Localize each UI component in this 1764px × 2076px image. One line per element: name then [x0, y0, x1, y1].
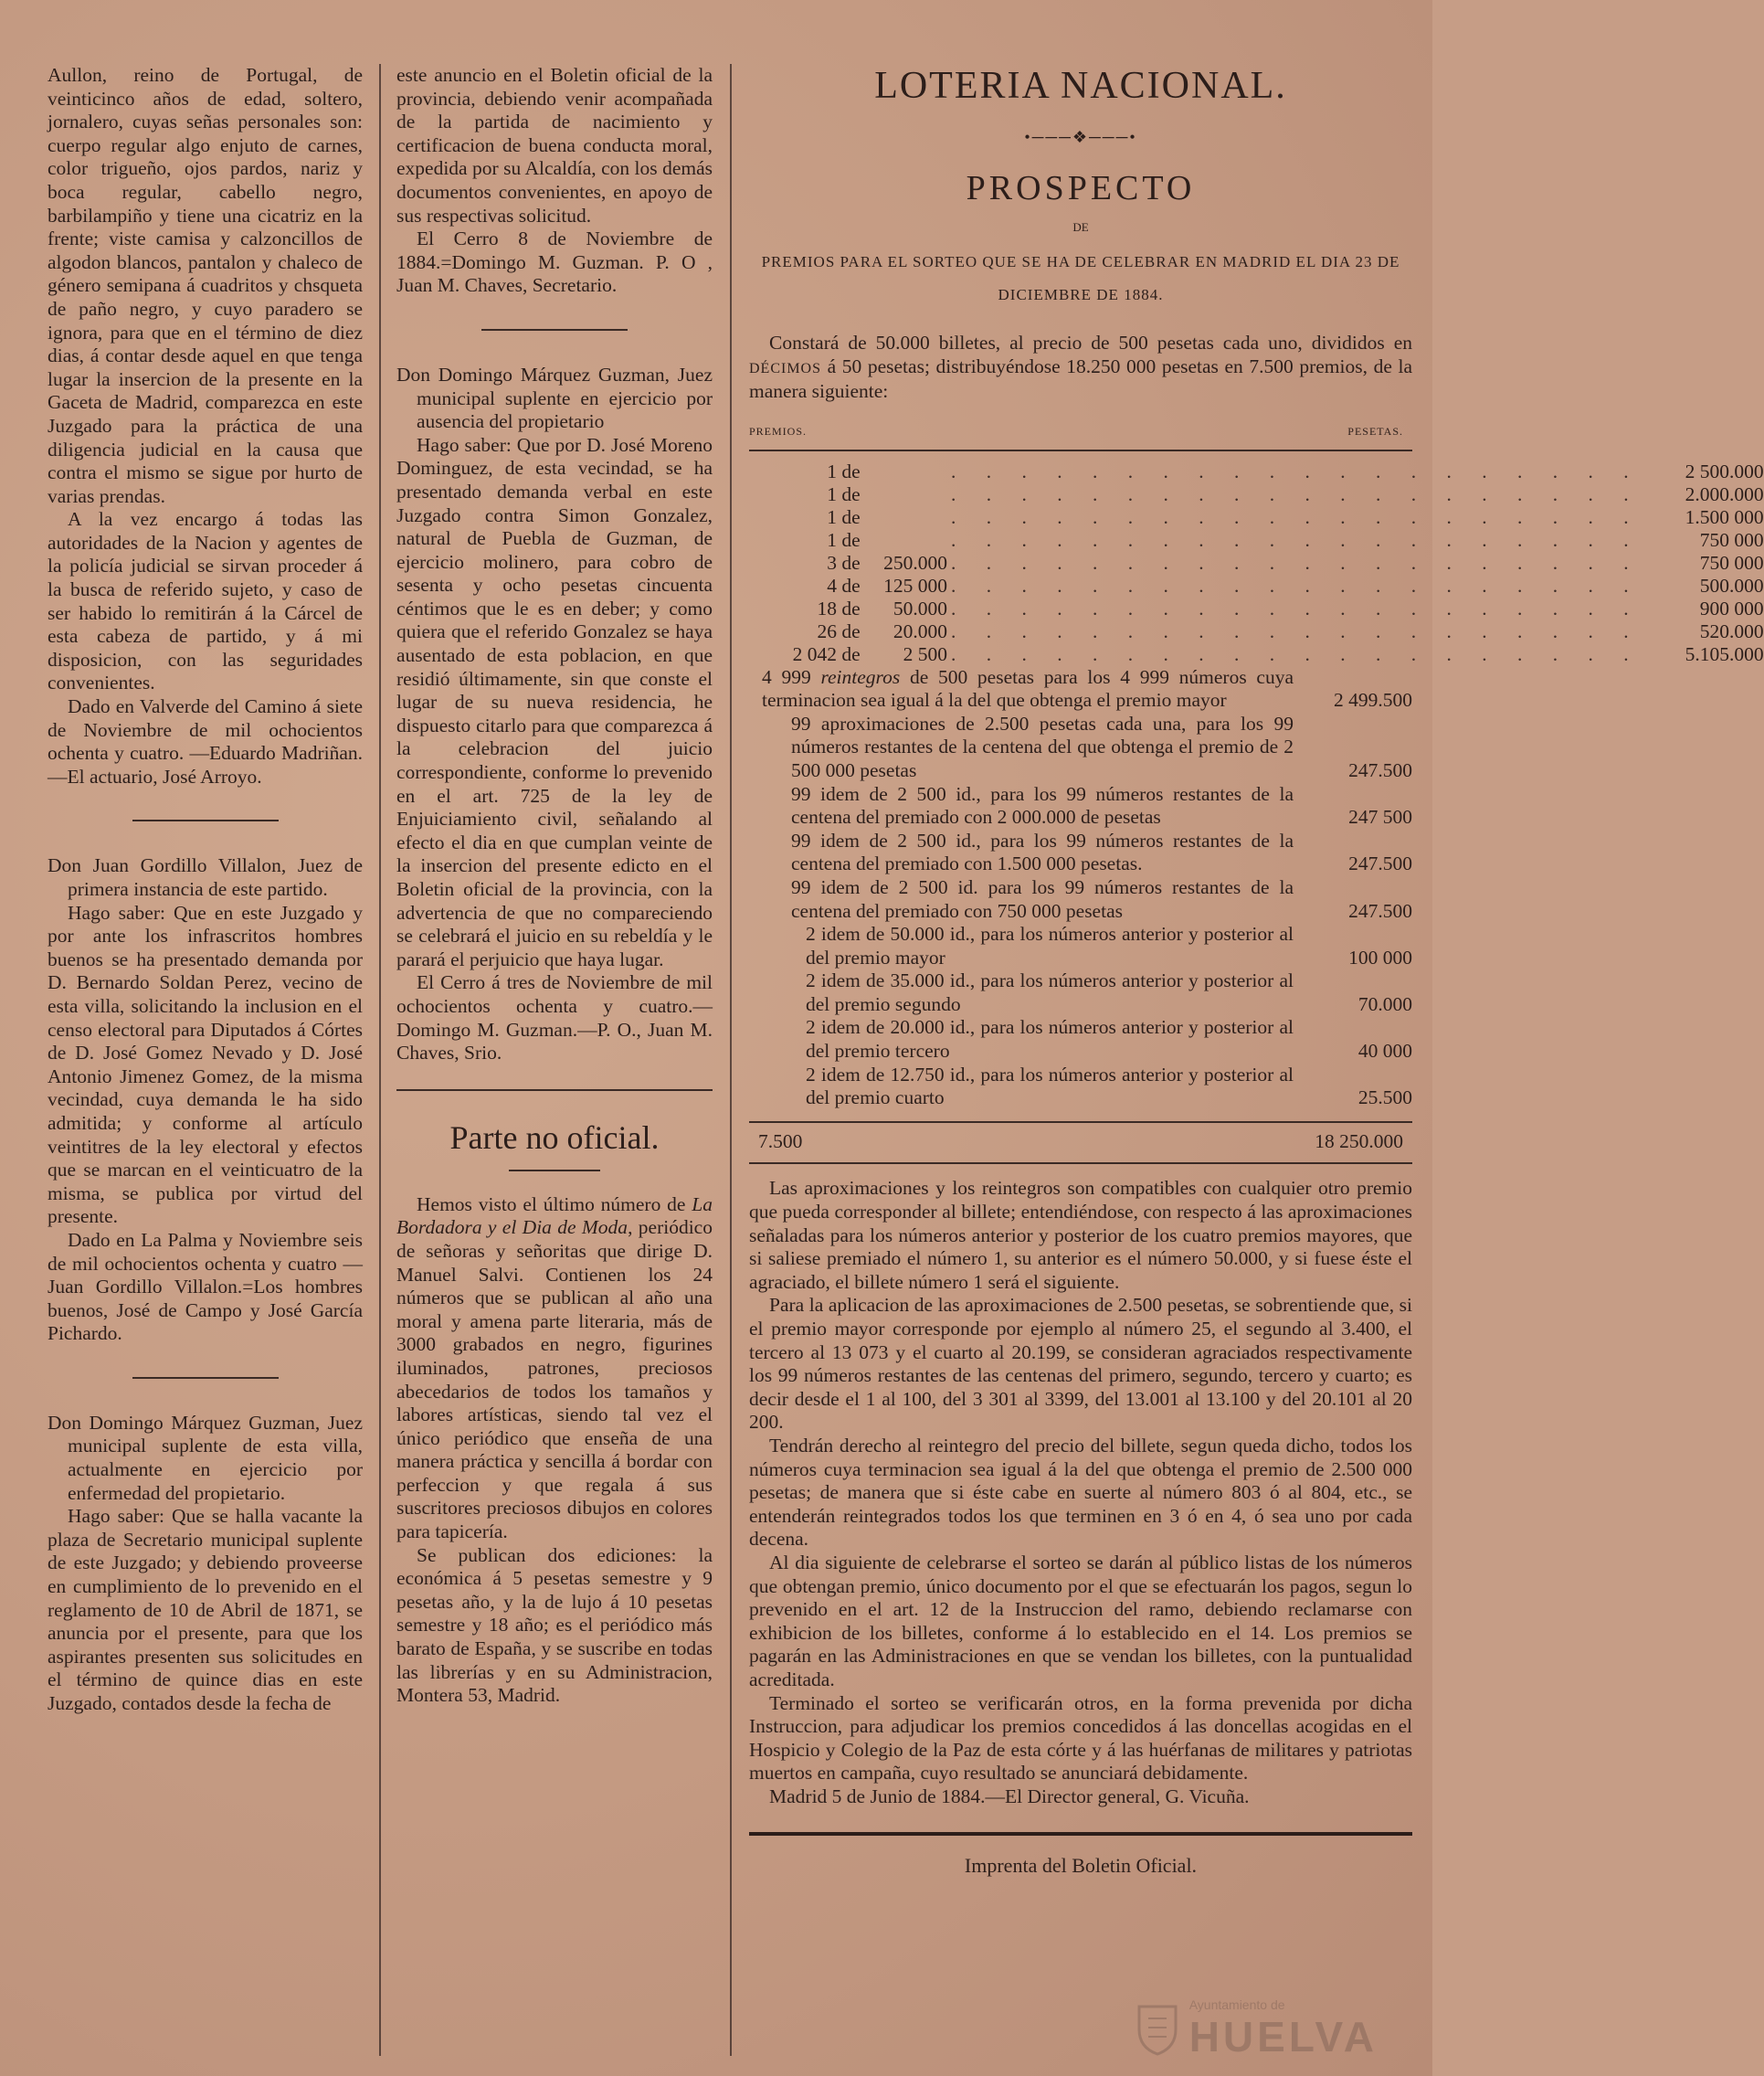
prize-row — [749, 642, 1764, 666]
prize-qty: 2 042 — [792, 642, 837, 665]
prize-de: de — [841, 642, 861, 665]
lottery-paragraph: Las aproximaciones y los reintegros son compatibles con cualquier otro premio que pueda corresponder al billete; entendiéndose, con respecto á las aproximaciones señaladas para los números anterior y posterior de los cuatro premios mayores, que si saliese premiado el número 1, su anterior es el número 50.000, y si fuese éste el agraciado, el billete número 1 será el siguiente. — [749, 1177, 1412, 1293]
column-header-premios: PREMIOS. — [749, 424, 808, 438]
prize-amount: 247.500 — [1348, 853, 1412, 875]
prize-amount: 2 499.500 — [1334, 689, 1412, 712]
prize-label — [749, 506, 947, 529]
prize-amount: 500.000 — [1699, 574, 1764, 597]
prize-value: 20.000 — [893, 620, 948, 642]
prize-de: de — [841, 505, 861, 528]
signature-line: Madrid 5 de Junio de 1884.—El Director general, G. Vicuña. — [769, 1785, 1250, 1807]
prize-row — [749, 551, 1764, 575]
prize-qty: 1 — [827, 482, 837, 505]
lottery-paragraphs — [749, 1177, 1412, 1808]
prize-table — [749, 460, 1764, 666]
column-3 — [749, 64, 1764, 1878]
edict-paragraph: Hago saber: Que por D. José Moreno Dominguez, de esta vecindad, se ha presentado demanda verbal en este Juzgado contra Simon Gonzalez, natural de Puebla de Guzman, de ejercicio molinero, para cobro de sesenta y ocho pesetas cincuenta céntimos que le es en deber; y como quiera que el referido Gonzalez se haya ausentado de esta poblacion, en que residió últimamente, sin que conste el lugar de su nueva residencia, he dispuesto citarlo para que comparezca á la celebracion del juicio correspondiente, conforme lo prevenido en el art. 725 de la ley de Enjuiciamiento civil, señalando al efecto el dia en que cumplan veinte de la insercion del presente edicto en el Boletin oficial de la provincia, con la advertencia de que no compareciendo se celebrará el juicio en su rebeldía y le parará el perjuicio que haya lugar. — [396, 433, 713, 970]
prize-description: 99 aproximaciones de 2.500 pesetas cada una, para los 99 números restantes de la centena del que obtenga el premio de 2 500 000 pesetas — [791, 712, 1294, 781]
prize-de: de — [841, 482, 861, 505]
reintegros-word: reintegros — [820, 665, 901, 688]
edict-paragraph: Aullon, reino de Portugal, de veinticinco años de edad, soltero, jornalero, cuyas señas personales son: cuerpo regular algo enjuto de carnes, color trigueño, ojos pardos, nariz y boca regular, cabello negro, barbilampiño y tiene una cicatriz en la frente; viste camisa y calzoncillos de algodon blancos, pantalon y chaleco de género semipana á cuadritos y chsqueta de paño negro, y cuyo paradero se ignora, para que en el término de diez dias, á contar desde aquel en que tenga lugar la insercion de la presente en la Gaceta de Madrid, comparezca en este Juzgado para la práctica de una diligencia judicial en la causa que contra el mismo se sigue por hurto de varias prendas. — [48, 64, 363, 507]
prize-qty: 1 — [827, 528, 837, 551]
prize-description: 99 idem de 2 500 id., para los 99 números restantes de la centena del premiado con 2 000.000 de pesetas — [791, 782, 1294, 829]
prize-amount: 750 000 — [1699, 551, 1764, 574]
intro-text: Constará de 50.000 billetes, al precio de 500 pesetas cada uno, divididos en — [769, 332, 1412, 355]
table-rule — [749, 1162, 1412, 1164]
table-rule — [749, 450, 1412, 451]
archive-watermark — [1135, 1997, 1378, 2061]
total-premios: 7.500 — [758, 1129, 803, 1152]
intro-text: á 50 pesetas; distribuyéndose 18.250 000 pesetas en 7.500 premios, de la manera siguiente: — [749, 355, 1412, 403]
periodical-title: La Bordadora y el Dia de Moda — [396, 1192, 713, 1239]
prize-amount: 900 000 — [1699, 597, 1764, 620]
prize-value: 250.000 — [883, 551, 948, 574]
prize-row-reintegros — [749, 666, 1412, 713]
leader-dots: . . . . . . . . . . . . . . . . . . . . — [951, 528, 1642, 551]
prize-amount: 247.500 — [1348, 899, 1412, 922]
prize-label — [749, 483, 947, 506]
edict-paragraph: A la vez encargo á todas las autoridades de la Nacion y agentes de la policía judicial se sirvan proceder á la busca de referido sujeto, y caso de ser habido lo remitirán á la Cárcel de esta cabeza de partido, y á mi disposicion, con las seguridades convenientes. — [48, 508, 363, 694]
section-separator — [481, 329, 628, 331]
column-divider — [379, 64, 381, 2056]
prize-row-approximation — [749, 969, 1412, 1016]
prize-amount: 247.500 — [1348, 758, 1412, 781]
prize-label — [749, 552, 947, 575]
edict-paragraph: Hago saber: Que en este Juzgado y por ante los infrascritos hombres buenos se ha presentado demanda por D. Bernardo Soldan Perez, vecino de esta villa, solicitando la inclusion en el censo electoral para Diputados á Córtes de D. José Gomez Nevado y D. José Antonio Jimenez Gomez, de la misma vecindad, cuya demanda le ha sido admitida; y conforme al artículo veintitres de la ley electoral y efectos que se marcan en el veinticuatro de la misma, se publica por virtud del presente. — [48, 901, 363, 1228]
edict-signature: El Cerro á tres de Noviembre de mil ochocientos ochenta y cuatro.—Domingo M. Guzman.—P. O., Juan M. Chaves, Srio. — [396, 971, 713, 1064]
edict-signature: Dado en Valverde del Camino á siete de Noviembre de mil ochocientos ochenta y cuatro. —Eduardo Madriñan.—El actuario, José Arroyo. — [48, 695, 363, 788]
prize-label — [749, 620, 947, 643]
leader-dots: . . . . . . . . . . . . . . . . . . . . — [951, 482, 1642, 505]
notice-text: Hemos visto el último número de — [417, 1192, 686, 1215]
notice-paragraph: Se publican dos ediciones: la económica á 5 pesetas semestre y 9 pesetas año, y la de lujo á 10 pesetas semestre y 18 año; es el periódico más barato de España, y se suscribe en todas las librerías y en su Administracion, Montera 53, Madrid. — [396, 1543, 713, 1707]
prize-qty: 3 — [827, 551, 837, 574]
prize-row-approximation — [749, 1064, 1412, 1110]
column-1 — [48, 64, 363, 1716]
prize-amount: 70.000 — [1357, 992, 1412, 1015]
leader-dots: . . . . . . . . . . . . . . . . . . . . — [951, 460, 1642, 482]
prize-label — [749, 575, 947, 598]
watermark-small: Ayuntamiento de — [1188, 1997, 1285, 2012]
prize-row — [749, 505, 1764, 529]
prize-qty: 1 — [827, 505, 837, 528]
totals-rule — [749, 1121, 1412, 1123]
leader-dots: . . . . . . . . . . . . . . . . . . . . — [951, 574, 1642, 597]
prize-row-approximation — [749, 783, 1412, 830]
prize-label — [749, 643, 947, 666]
prize-qty: 1 — [827, 460, 837, 482]
leader-dots: . . . . . . . . . . . . . . . . . . . . — [951, 597, 1642, 620]
prize-table-header — [749, 420, 1412, 444]
prize-de: de — [841, 551, 861, 574]
prize-row-approximation — [749, 1016, 1412, 1063]
column-divider — [730, 64, 732, 2056]
prize-row-approximation — [749, 876, 1412, 923]
prize-amount: 25.500 — [1357, 1086, 1412, 1109]
prize-qty: 4 999 — [762, 665, 811, 688]
imprint-line: Imprenta del Boletin Oficial. — [964, 1854, 1198, 1878]
lottery-title: LOTERIA NACIONAL. — [874, 65, 1287, 107]
prize-amount: 40 000 — [1357, 1040, 1412, 1063]
prospecto-heading: PROSPECTO — [966, 168, 1196, 207]
prize-label — [749, 461, 947, 483]
prize-de: de — [841, 460, 861, 482]
prize-description: 99 idem de 2 500 id., para los 99 números restantes de la centena del premiado con 1.500 000 pesetas. — [791, 829, 1294, 875]
watermark-text — [1189, 1997, 1378, 2061]
prize-de: de — [841, 620, 861, 642]
section-separator — [132, 1377, 279, 1379]
prize-row — [749, 528, 1764, 552]
total-pesetas: 18 250.000 — [1315, 1129, 1403, 1152]
watermark-big: HUELVA — [1188, 2013, 1378, 2060]
prize-amount: 750 000 — [1699, 528, 1764, 551]
prize-label — [749, 529, 947, 552]
prize-amount: 2.000.000 — [1685, 482, 1764, 505]
prize-de: de — [841, 574, 861, 597]
prize-row — [749, 597, 1764, 620]
notice-paragraph — [396, 1193, 713, 1544]
prize-qty: 4 — [827, 574, 837, 597]
edict-header: Don Juan Gordillo Villalon, Juez de primera instancia de este partido. — [48, 854, 363, 900]
prize-row-approximation — [749, 830, 1412, 876]
edict-paragraph: Hago saber: Que se halla vacante la plaza de Secretario municipal suplente de este Juzgado; y debiendo proveerse en cumplimiento de lo prevenido en el reglamento de 10 de Abril de 1871, se anuncia por el presente, para que los aspirantes presenten sus solicitudes en el término de quince dias en este Juzgado, contados desde la fecha de — [48, 1505, 363, 1714]
city-shield-icon — [1135, 2002, 1180, 2057]
prize-row — [749, 574, 1764, 598]
prize-row-approximation — [749, 713, 1412, 783]
edict-signature: Dado en La Palma y Noviembre seis de mil ochocientos ochenta y cuatro —Juan Gordillo Villalon.=Los hombres buenos, José de Campo y José García Pichardo. — [48, 1228, 363, 1345]
notice-text: , periódico de señoras y señoritas que dirige D. Manuel Salvi. Contienen los 24 números que se publican al año una moral y amena parte literaria, más de 3000 grabados en negro, figurines iluminados, patrones, preciosos abecedarios de todos los tamaños y labores artísticas, siendo tal vez el único periódico que enseña de una manera práctica y sencilla á bordar con perfeccion y que regala á sus suscritores preciosos dibujos en colores para tapicería. — [396, 1216, 713, 1543]
column-header-pesetas: PESETAS. — [1347, 424, 1403, 438]
prize-description: 99 idem de 2 500 id. para los 99 números restantes de la centena del premiado con 750 000 pesetas — [791, 875, 1294, 922]
prize-value: 125 000 — [883, 574, 948, 597]
edict-header: Don Domingo Márquez Guzman, Juez municipal suplente en ejercicio por ausencia del propietario — [396, 363, 713, 433]
prize-de: de — [841, 528, 861, 551]
prize-qty: 18 — [817, 597, 837, 620]
prize-text: de 500 pesetas para los 4 999 números cuya terminacion sea igual á la del que obtenga el premio mayor — [762, 665, 1294, 712]
prize-description: 2 idem de 12.750 id., para los números anterior y posterior al del premio cuarto — [806, 1063, 1294, 1109]
prize-amount: 100 000 — [1348, 946, 1412, 969]
lottery-paragraph: Al dia siguiente de celebrarse el sorteo se darán al público listas de los números que obtengan premio, único documento por el que se efectuarán los pagos, segun lo prevenido en el art. 12 de la Instruccion del ramo, debiendo reclamarse con exhibicion de los billetes, conforme á lo establecido en el 14. Los premios se pagarán en las Administraciones en que se vendan los billetes, con la puntualidad acreditada. — [749, 1551, 1412, 1690]
leader-dots: . . . . . . . . . . . . . . . . . . . . — [951, 551, 1642, 574]
footer-rule — [749, 1832, 1412, 1836]
ornament-divider: •───❖───• — [1024, 128, 1137, 146]
lottery-paragraph: Para la aplicacion de las aproximaciones de 2.500 pesetas, se sobrentiende que, si el premio mayor corresponde por ejemplo al número 25, el segundo al 3.400, el tercero al 13 073 y el cuarto al 20.199, se consideran agraciados respectivamente los 99 números restantes de las centenas del primero, segundo, tercero y cuarto; es decir desde el 1 al 100, del 3 301 al 3399, del 13.001 al 13.100 y del 20.101 al 20 200. — [749, 1294, 1412, 1434]
edict-header: Don Domingo Márquez Guzman, Juez municipal suplente de esta villa, actualmente en ejercicio por enfermedad del propietario. — [48, 1411, 363, 1504]
prize-amount: 520.000 — [1699, 620, 1764, 642]
section-separator — [132, 820, 279, 821]
leader-dots: . . . . . . . . . . . . . . . . . . . . — [951, 505, 1642, 528]
prize-row — [749, 460, 1764, 483]
prize-row — [749, 620, 1764, 643]
totals-row — [758, 1130, 1403, 1154]
prize-amount: 1.500 000 — [1685, 505, 1764, 528]
prize-amount: 5.105.000 — [1685, 642, 1764, 665]
lottery-paragraph: Terminado el sorteo se verificarán otros, en la forma prevenida por dicha Instruccion, para adjudicar los premios concedidos á las doncellas acogidas en el Hospicio y Colegio de la Paz de esta córte y á las huérfanas de militares y patriotas muertos en campaña, cuyo resultado se anunciará debidamente. — [749, 1691, 1412, 1785]
prize-label — [749, 598, 947, 620]
prize-description — [762, 666, 1294, 713]
leader-dots: . . . . . . . . . . . . . . . . . . . . — [951, 642, 1642, 665]
lottery-paragraph: Tendrán derecho al reintegro del precio del billete, segun queda dicho, todos los números cuya terminacion sea igual á la del que obtenga el premio de 2.500 000 pesetas; de manera que si éste cabe en suerte al número 803 ó al 804, etc., se entenderán reintegrados todos los que terminen en 3 ó en 4, ó sea uno por cada decena. — [749, 1434, 1412, 1551]
column-2 — [396, 64, 713, 1708]
prize-description: 2 idem de 50.000 id., para los números anterior y posterior al del premio mayor — [806, 923, 1294, 969]
prize-de: de — [841, 597, 861, 620]
leader-dots: . . . . . . . . . . . . . . . . . . . . — [951, 620, 1642, 642]
section-separator — [396, 1089, 713, 1091]
edict-paragraph: este anuncio en el Boletin oficial de la provincia, debiendo venir acompañada de la partida de nacimiento y certificacion de buena conducta moral, expedida por su Alcaldía, con los demás documentos convenientes, en apoyo de sus respectivas solicitud. — [396, 64, 713, 227]
prize-row-approximation — [749, 923, 1412, 969]
prize-amount: 247 500 — [1348, 806, 1412, 829]
prize-description: 2 idem de 35.000 id., para los números anterior y posterior al del premio segundo — [806, 969, 1294, 1015]
prize-description: 2 idem de 20.000 id., para los números anterior y posterior al del premio tercero — [806, 1016, 1294, 1063]
decimos-word: DÉCIMOS — [749, 360, 822, 376]
intro-paragraph — [749, 332, 1412, 404]
prize-qty: 26 — [817, 620, 837, 642]
edict-signature: El Cerro 8 de Noviembre de 1884.=Domingo M. Guzman. P. O , Juan M. Chaves, Secretario. — [396, 228, 713, 297]
prize-value: 2 500 — [903, 642, 948, 665]
approximation-rows — [749, 713, 1412, 1110]
section-heading: Parte no oficial. — [449, 1118, 660, 1156]
prize-row — [749, 482, 1764, 506]
heading-rule — [509, 1170, 600, 1171]
premios-title: PREMIOS PARA EL SORTEO QUE SE HA DE CELEBRAR EN MADRID EL DIA 23 DE DICIEMBRE DE 1884. — [761, 253, 1400, 304]
de-label: DE — [1072, 219, 1089, 234]
prize-amount: 2 500.000 — [1685, 460, 1764, 482]
prize-value: 50.000 — [893, 597, 948, 620]
